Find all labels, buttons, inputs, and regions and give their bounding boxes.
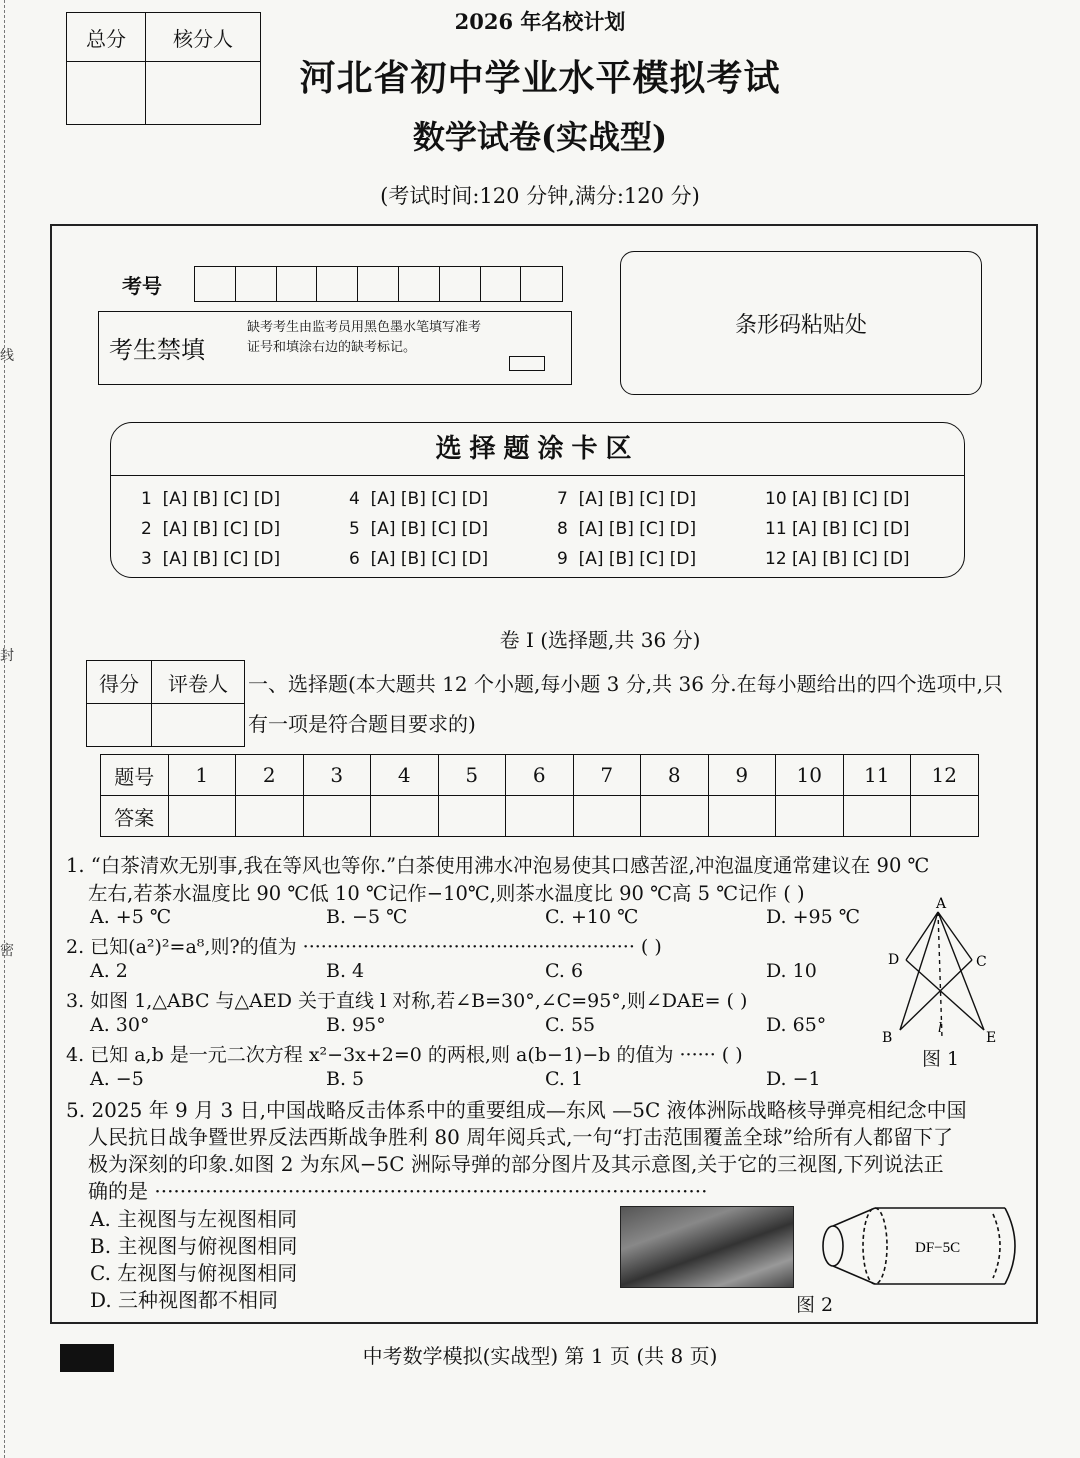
section-heading: 卷 I (选择题,共 36 分) bbox=[499, 628, 701, 652]
option: C. 左视图与俯视图相同 bbox=[90, 1261, 298, 1285]
answer-cell[interactable] bbox=[708, 796, 776, 837]
question-number: 4 bbox=[371, 755, 439, 796]
option: A. 主视图与左视图相同 bbox=[90, 1207, 298, 1231]
exam-id-box[interactable] bbox=[358, 267, 399, 301]
option: B. −5 ℃ bbox=[326, 906, 408, 928]
option: C. +10 ℃ bbox=[545, 906, 639, 928]
exam-id-box[interactable] bbox=[399, 267, 440, 301]
barcode-label: 条形码粘贴处 bbox=[734, 313, 867, 338]
exam-id-box[interactable] bbox=[481, 267, 522, 301]
plan-title: 2026 年名校计划 bbox=[454, 9, 626, 34]
question-5-text-cont: 人民抗日战争暨世界反法西斯战争胜利 80 周年阅兵式,一句“打击范围覆盖全球”给所有人都留下了 bbox=[88, 1125, 953, 1149]
missile-diagram bbox=[815, 1204, 1030, 1288]
option: C. 6 bbox=[545, 960, 584, 982]
option: A. 30° bbox=[90, 1014, 150, 1036]
mc-answer-area bbox=[110, 422, 965, 578]
page-title: 河北省初中学业水平模拟考试 bbox=[299, 57, 781, 99]
score-header: 总分 bbox=[67, 13, 146, 62]
question-4-text: 4. 已知 a,b 是一元二次方程 x²−3x+2=0 的两根,则 a(b−1)−b 的值为 ······ ( ) bbox=[66, 1044, 743, 1066]
option: B. 95° bbox=[326, 1014, 386, 1036]
footer-mark bbox=[60, 1344, 114, 1372]
answer-cell[interactable] bbox=[641, 796, 709, 837]
binding-char: 线 bbox=[0, 348, 14, 364]
score-cell[interactable] bbox=[87, 704, 152, 747]
binding-line bbox=[4, 0, 5, 1458]
section-score-table bbox=[86, 660, 245, 747]
question-number: 10 bbox=[776, 755, 844, 796]
barcode-area bbox=[620, 251, 982, 395]
question-2-text: 2. 已知(a²)²=a⁸,则?的值为 ······················································· ( ) bbox=[66, 936, 662, 958]
point-label: B bbox=[882, 1030, 893, 1046]
question-number: 1 bbox=[168, 755, 236, 796]
option: D. −1 bbox=[766, 1068, 821, 1090]
line-label: l bbox=[938, 1021, 943, 1036]
question-1-text: 1. “白茶清欢无别事,我在等风也等你.”白茶使用沸水冲泡易使其口感苦涩,冲泡温度通常建议在 90 ℃ bbox=[66, 854, 930, 877]
mc-item[interactable]: 7 [A] [B] [C] [D] bbox=[557, 489, 697, 509]
question-number: 11 bbox=[843, 755, 911, 796]
answer-cell[interactable] bbox=[573, 796, 641, 837]
mc-area-title: 选择题涂卡区 bbox=[111, 423, 964, 476]
exam-time: (考试时间:120 分钟,满分:120 分) bbox=[380, 184, 700, 208]
mc-item[interactable]: 3 [A] [B] [C] [D] bbox=[141, 549, 281, 569]
answer-cell[interactable] bbox=[371, 796, 439, 837]
score-table bbox=[66, 12, 261, 125]
page-footer: 中考数学模拟(实战型) 第 1 页 (共 8 页) bbox=[362, 1344, 718, 1368]
mc-item[interactable]: 2 [A] [B] [C] [D] bbox=[141, 519, 281, 539]
exam-id-label: 考号 bbox=[122, 274, 162, 298]
answer-cell[interactable] bbox=[843, 796, 911, 837]
answer-row-label: 答案 bbox=[101, 796, 169, 837]
option: B. 4 bbox=[326, 960, 365, 982]
option: C. 1 bbox=[545, 1068, 584, 1090]
question-3-text: 3. 如图 1,△ABC 与△AED 关于直线 l 对称,若∠B=30°,∠C=95°,则∠DAE= ( ) bbox=[66, 990, 748, 1012]
question-number: 5 bbox=[438, 755, 506, 796]
option: D. 10 bbox=[766, 960, 817, 982]
answer-cell[interactable] bbox=[236, 796, 304, 837]
option: B. 主视图与俯视图相同 bbox=[90, 1234, 298, 1258]
answer-cell[interactable] bbox=[303, 796, 371, 837]
exam-id-box[interactable] bbox=[440, 267, 481, 301]
answer-table-header: 题号 bbox=[101, 755, 169, 796]
question-number: 7 bbox=[573, 755, 641, 796]
answer-cell[interactable] bbox=[438, 796, 506, 837]
point-label: C bbox=[976, 954, 987, 970]
exam-id-box[interactable] bbox=[521, 267, 562, 301]
answer-cell[interactable] bbox=[506, 796, 574, 837]
mc-item[interactable]: 6 [A] [B] [C] [D] bbox=[349, 549, 489, 569]
score-cell[interactable] bbox=[67, 62, 146, 125]
exam-id-box[interactable] bbox=[317, 267, 358, 301]
binding-char: 封 bbox=[0, 648, 14, 664]
option: D. 三种视图都不相同 bbox=[90, 1288, 279, 1312]
mc-item[interactable]: 5 [A] [B] [C] [D] bbox=[349, 519, 489, 539]
triangle-figure bbox=[880, 890, 1000, 1050]
option: D. 65° bbox=[766, 1014, 827, 1036]
answer-cell[interactable] bbox=[776, 796, 844, 837]
missile-photo bbox=[620, 1206, 794, 1288]
paper-subtitle: 数学试卷(实战型) bbox=[412, 118, 668, 156]
point-label: A bbox=[936, 896, 947, 912]
question-number: 3 bbox=[303, 755, 371, 796]
restricted-label: 考生禁填 bbox=[109, 336, 205, 364]
mc-item[interactable]: 1 [A] [B] [C] [D] bbox=[141, 489, 281, 509]
option: A. +5 ℃ bbox=[90, 906, 172, 928]
point-label: D bbox=[888, 952, 900, 968]
question-number: 8 bbox=[641, 755, 709, 796]
point-label: E bbox=[986, 1030, 997, 1046]
exam-id-box[interactable] bbox=[277, 267, 318, 301]
mc-item[interactable]: 11 [A] [B] [C] [D] bbox=[765, 519, 910, 539]
option: B. 5 bbox=[326, 1068, 365, 1090]
restricted-note: 缺考考生由监考员用黑色墨水笔填写准考证号和填涂右边的缺考标记。 bbox=[247, 320, 482, 355]
figure-1-label: 图 1 bbox=[922, 1048, 960, 1070]
mc-item[interactable]: 8 [A] [B] [C] [D] bbox=[557, 519, 697, 539]
exam-id-boxes[interactable] bbox=[194, 266, 563, 302]
mc-item[interactable]: 12 [A] [B] [C] [D] bbox=[765, 549, 910, 569]
answer-cell[interactable] bbox=[168, 796, 236, 837]
exam-id-box[interactable] bbox=[195, 267, 236, 301]
figure-2-label: 图 2 bbox=[796, 1294, 834, 1316]
question-5-text-cont: 确的是 ······················································································· bbox=[88, 1179, 708, 1203]
absent-mark-box[interactable] bbox=[509, 356, 545, 371]
mc-item[interactable]: 10 [A] [B] [C] [D] bbox=[765, 489, 910, 509]
question-number: 12 bbox=[911, 755, 979, 796]
question-number: 9 bbox=[708, 755, 776, 796]
question-number: 6 bbox=[506, 755, 574, 796]
question-5-text: 5. 2025 年 9 月 3 日,中国战略反击体系中的重要组成—东风 —5C 液体洲际战略核导弹亮相纪念中国 bbox=[66, 1098, 967, 1122]
mc-item[interactable]: 9 [A] [B] [C] [D] bbox=[557, 549, 697, 569]
question-number: 2 bbox=[236, 755, 304, 796]
option: C. 55 bbox=[545, 1014, 596, 1036]
score-label: 得分 bbox=[87, 661, 152, 704]
option: A. −5 bbox=[90, 1068, 144, 1090]
section-instruction: 一、选择题(本大题共 12 个小题,每小题 3 分,共 36 分.在每小题给出的四个选项中,只有一项是符合题目要求的) bbox=[248, 672, 1003, 736]
grader-cell[interactable] bbox=[152, 704, 245, 747]
exam-id-box[interactable] bbox=[236, 267, 277, 301]
question-1-text-cont: 左右,若茶水温度比 90 ℃低 10 ℃记作−10℃,则茶水温度比 90 ℃高 5 ℃记作 ( ) bbox=[88, 882, 805, 905]
answer-cell[interactable] bbox=[911, 796, 979, 837]
grader-label: 评卷人 bbox=[152, 661, 245, 704]
binding-char: 密 bbox=[0, 943, 14, 959]
option: A. 2 bbox=[90, 960, 128, 982]
checker-header: 核分人 bbox=[146, 13, 261, 62]
option: D. +95 ℃ bbox=[766, 906, 861, 928]
mc-item[interactable]: 4 [A] [B] [C] [D] bbox=[349, 489, 489, 509]
question-5-text-cont: 极为深刻的印象.如图 2 为东风−5C 洲际导弹的部分图片及其示意图,关于它的三视图,下列说法正 bbox=[88, 1152, 944, 1176]
answer-table bbox=[100, 754, 979, 837]
restricted-area bbox=[98, 311, 572, 385]
missile-label: DF−5C bbox=[915, 1240, 961, 1256]
